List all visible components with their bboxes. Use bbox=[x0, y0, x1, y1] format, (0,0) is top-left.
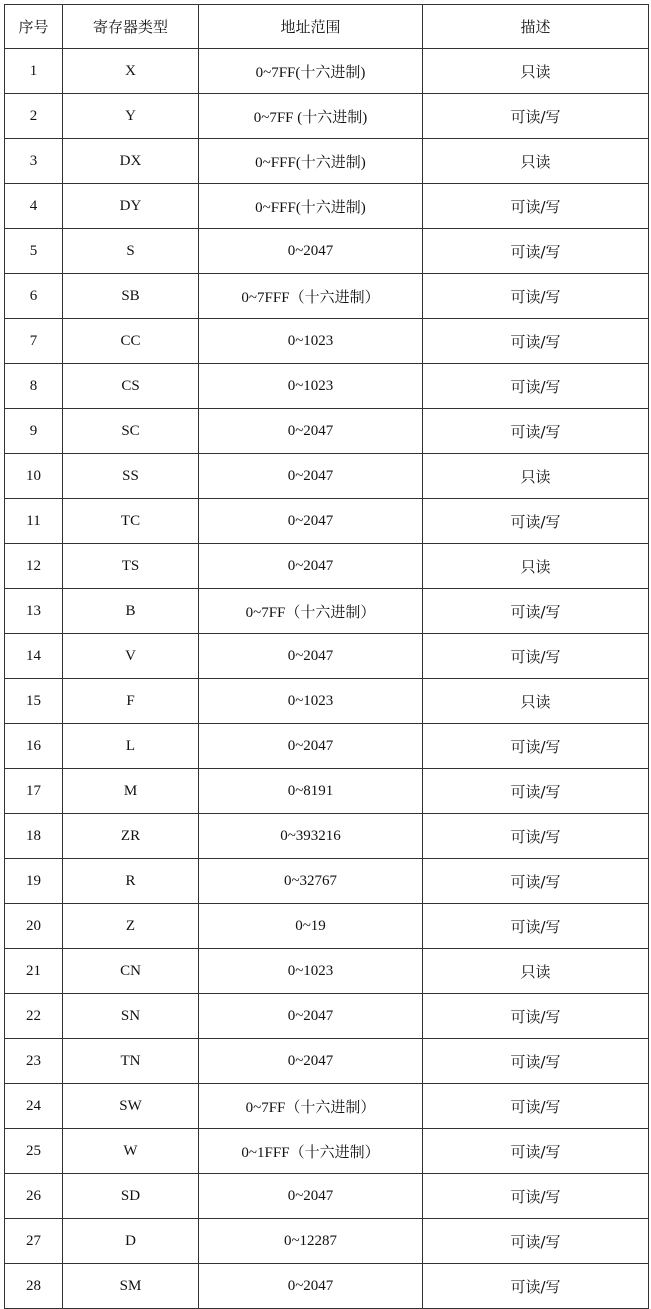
cell-register-type: B bbox=[63, 589, 199, 634]
cell-address-range: 0~7FFF（十六进制） bbox=[199, 274, 423, 319]
table-row bbox=[5, 859, 649, 904]
table-row bbox=[5, 94, 649, 139]
cell-address-range: 0~32767 bbox=[199, 859, 423, 904]
cell-register-type: SD bbox=[63, 1174, 199, 1219]
cell-address-range: 0~1023 bbox=[199, 949, 423, 994]
cell-register-type: Y bbox=[63, 94, 199, 139]
cell-description: 可读/写 bbox=[423, 184, 649, 229]
cell-address-range: 0~1023 bbox=[199, 364, 423, 409]
cell-index: 4 bbox=[5, 184, 63, 229]
cell-index: 22 bbox=[5, 994, 63, 1039]
cell-index: 21 bbox=[5, 949, 63, 994]
table-row bbox=[5, 274, 649, 319]
cell-index: 6 bbox=[5, 274, 63, 319]
cell-register-type: D bbox=[63, 1219, 199, 1264]
table-row bbox=[5, 319, 649, 364]
table-row bbox=[5, 634, 649, 679]
header-row bbox=[5, 5, 649, 49]
cell-register-type: DX bbox=[63, 139, 199, 184]
table-row bbox=[5, 679, 649, 724]
cell-description: 可读/写 bbox=[423, 1129, 649, 1174]
cell-address-range: 0~7FF (十六进制) bbox=[199, 94, 423, 139]
cell-address-range: 0~2047 bbox=[199, 544, 423, 589]
cell-description: 可读/写 bbox=[423, 1039, 649, 1084]
cell-register-type: SW bbox=[63, 1084, 199, 1129]
cell-index: 18 bbox=[5, 814, 63, 859]
cell-index: 13 bbox=[5, 589, 63, 634]
cell-register-type: SS bbox=[63, 454, 199, 499]
cell-description: 可读/写 bbox=[423, 589, 649, 634]
cell-description: 可读/写 bbox=[423, 1264, 649, 1309]
cell-index: 16 bbox=[5, 724, 63, 769]
cell-address-range: 0~2047 bbox=[199, 499, 423, 544]
table-row bbox=[5, 1039, 649, 1084]
cell-description: 只读 bbox=[423, 49, 649, 94]
cell-address-range: 0~12287 bbox=[199, 1219, 423, 1264]
cell-address-range: 0~2047 bbox=[199, 634, 423, 679]
cell-address-range: 0~FFF(十六进制) bbox=[199, 184, 423, 229]
cell-register-type: DY bbox=[63, 184, 199, 229]
table-row bbox=[5, 229, 649, 274]
cell-index: 28 bbox=[5, 1264, 63, 1309]
cell-register-type: V bbox=[63, 634, 199, 679]
table-row bbox=[5, 1219, 649, 1264]
cell-description: 只读 bbox=[423, 679, 649, 724]
cell-index: 8 bbox=[5, 364, 63, 409]
cell-description: 只读 bbox=[423, 949, 649, 994]
cell-address-range: 0~2047 bbox=[199, 454, 423, 499]
cell-index: 10 bbox=[5, 454, 63, 499]
cell-index: 7 bbox=[5, 319, 63, 364]
cell-register-type: SB bbox=[63, 274, 199, 319]
cell-address-range: 0~1023 bbox=[199, 679, 423, 724]
cell-address-range: 0~7FF（十六进制） bbox=[199, 589, 423, 634]
table-row bbox=[5, 1174, 649, 1219]
table-row bbox=[5, 454, 649, 499]
cell-index: 11 bbox=[5, 499, 63, 544]
cell-register-type: CS bbox=[63, 364, 199, 409]
cell-address-range: 0~393216 bbox=[199, 814, 423, 859]
cell-address-range: 0~2047 bbox=[199, 229, 423, 274]
header-description: 描述 bbox=[423, 5, 649, 49]
table-row bbox=[5, 184, 649, 229]
table-row bbox=[5, 409, 649, 454]
table-header bbox=[5, 5, 649, 49]
cell-index: 2 bbox=[5, 94, 63, 139]
cell-register-type: W bbox=[63, 1129, 199, 1174]
cell-index: 9 bbox=[5, 409, 63, 454]
cell-register-type: TN bbox=[63, 1039, 199, 1084]
cell-address-range: 0~1023 bbox=[199, 319, 423, 364]
cell-address-range: 0~7FF（十六进制） bbox=[199, 1084, 423, 1129]
cell-address-range: 0~2047 bbox=[199, 1174, 423, 1219]
cell-register-type: TC bbox=[63, 499, 199, 544]
cell-register-type: TS bbox=[63, 544, 199, 589]
cell-index: 24 bbox=[5, 1084, 63, 1129]
cell-description: 可读/写 bbox=[423, 1174, 649, 1219]
cell-register-type: SN bbox=[63, 994, 199, 1039]
cell-register-type: CC bbox=[63, 319, 199, 364]
cell-index: 25 bbox=[5, 1129, 63, 1174]
cell-address-range: 0~2047 bbox=[199, 1039, 423, 1084]
cell-description: 可读/写 bbox=[423, 724, 649, 769]
cell-index: 27 bbox=[5, 1219, 63, 1264]
cell-address-range: 0~19 bbox=[199, 904, 423, 949]
cell-description: 可读/写 bbox=[423, 814, 649, 859]
table-row bbox=[5, 49, 649, 94]
table-row bbox=[5, 139, 649, 184]
header-index: 序号 bbox=[5, 5, 63, 49]
cell-description: 可读/写 bbox=[423, 859, 649, 904]
cell-description: 只读 bbox=[423, 454, 649, 499]
table-row bbox=[5, 724, 649, 769]
cell-address-range: 0~2047 bbox=[199, 724, 423, 769]
cell-index: 26 bbox=[5, 1174, 63, 1219]
cell-description: 可读/写 bbox=[423, 274, 649, 319]
cell-register-type: L bbox=[63, 724, 199, 769]
cell-address-range: 0~8191 bbox=[199, 769, 423, 814]
header-address-range: 地址范围 bbox=[199, 5, 423, 49]
table-row bbox=[5, 949, 649, 994]
table-row bbox=[5, 904, 649, 949]
table-row bbox=[5, 1264, 649, 1309]
header-register-type: 寄存器类型 bbox=[63, 5, 199, 49]
table-row bbox=[5, 364, 649, 409]
cell-description: 可读/写 bbox=[423, 1219, 649, 1264]
cell-index: 14 bbox=[5, 634, 63, 679]
cell-register-type: F bbox=[63, 679, 199, 724]
table-row bbox=[5, 994, 649, 1039]
cell-index: 3 bbox=[5, 139, 63, 184]
cell-description: 可读/写 bbox=[423, 994, 649, 1039]
cell-address-range: 0~2047 bbox=[199, 409, 423, 454]
cell-index: 20 bbox=[5, 904, 63, 949]
cell-description: 可读/写 bbox=[423, 409, 649, 454]
cell-description: 可读/写 bbox=[423, 499, 649, 544]
cell-description: 可读/写 bbox=[423, 364, 649, 409]
cell-register-type: R bbox=[63, 859, 199, 904]
cell-address-range: 0~2047 bbox=[199, 994, 423, 1039]
cell-index: 19 bbox=[5, 859, 63, 904]
table-row bbox=[5, 499, 649, 544]
table-row bbox=[5, 544, 649, 589]
cell-address-range: 0~FFF(十六进制) bbox=[199, 139, 423, 184]
cell-register-type: X bbox=[63, 49, 199, 94]
table-row bbox=[5, 769, 649, 814]
cell-address-range: 0~2047 bbox=[199, 1264, 423, 1309]
cell-index: 23 bbox=[5, 1039, 63, 1084]
cell-address-range: 0~1FFF（十六进制） bbox=[199, 1129, 423, 1174]
cell-register-type: M bbox=[63, 769, 199, 814]
table-row bbox=[5, 1129, 649, 1174]
cell-register-type: SM bbox=[63, 1264, 199, 1309]
cell-description: 可读/写 bbox=[423, 1084, 649, 1129]
cell-register-type: S bbox=[63, 229, 199, 274]
cell-description: 可读/写 bbox=[423, 94, 649, 139]
table-row bbox=[5, 1084, 649, 1129]
cell-index: 12 bbox=[5, 544, 63, 589]
cell-description: 可读/写 bbox=[423, 634, 649, 679]
cell-description: 可读/写 bbox=[423, 904, 649, 949]
cell-index: 5 bbox=[5, 229, 63, 274]
table-row bbox=[5, 589, 649, 634]
cell-index: 17 bbox=[5, 769, 63, 814]
cell-register-type: SC bbox=[63, 409, 199, 454]
cell-description: 可读/写 bbox=[423, 769, 649, 814]
table-body bbox=[5, 49, 649, 1309]
cell-address-range: 0~7FF(十六进制) bbox=[199, 49, 423, 94]
cell-description: 只读 bbox=[423, 139, 649, 184]
cell-description: 只读 bbox=[423, 544, 649, 589]
register-table bbox=[4, 4, 649, 1309]
cell-register-type: CN bbox=[63, 949, 199, 994]
table-row bbox=[5, 814, 649, 859]
cell-index: 15 bbox=[5, 679, 63, 724]
cell-description: 可读/写 bbox=[423, 229, 649, 274]
cell-register-type: ZR bbox=[63, 814, 199, 859]
cell-description: 可读/写 bbox=[423, 319, 649, 364]
cell-register-type: Z bbox=[63, 904, 199, 949]
cell-index: 1 bbox=[5, 49, 63, 94]
